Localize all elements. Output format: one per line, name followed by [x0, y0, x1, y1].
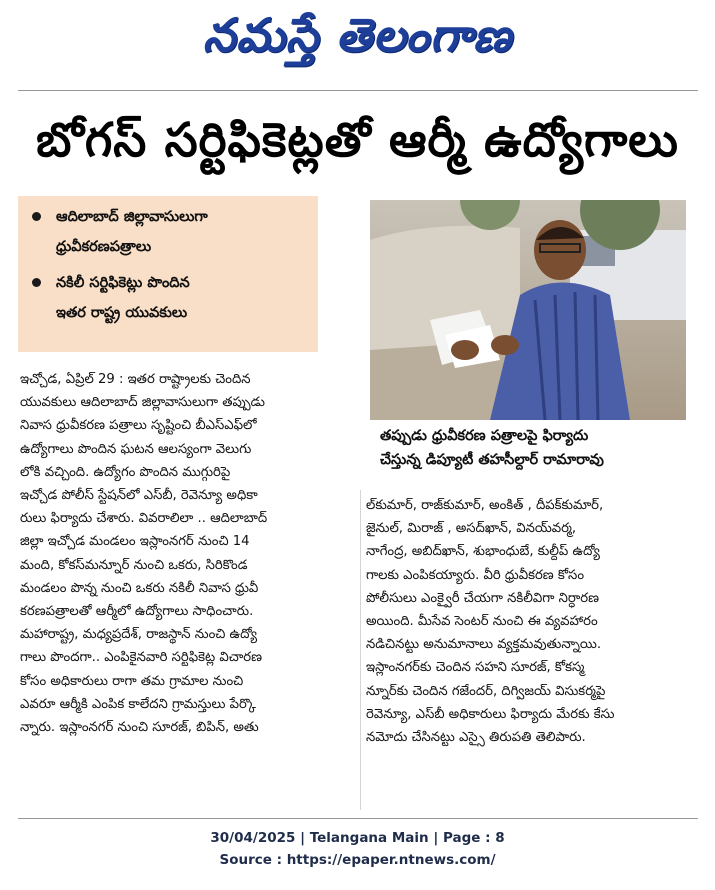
- highlights-box: [18, 196, 318, 352]
- photo-illustration: [370, 200, 686, 420]
- body-line: ఇచ్చోడ, ఏప్రిల్ 29 : ఇతర రాష్ట్రాలకు చెందిన: [20, 372, 251, 387]
- body-line: ఎవరూ ఆర్మీకి ఎంపిక కాలేదని గ్రామస్తులు పేర్కొ: [20, 696, 256, 712]
- article-column-2: [366, 494, 698, 749]
- body-line: గాలకు ఎంపికయ్యారు. వీరి ధ్రువీకరణ కోసం: [366, 567, 585, 583]
- footer-divider: [18, 818, 698, 819]
- body-line: కోసం అధికారులు రాగా తమ గ్రామాల నుంచి: [20, 673, 244, 689]
- highlight-line: నకిలీ సర్టిఫికెట్లు పొందిన: [56, 275, 190, 291]
- masthead-divider: [18, 90, 698, 91]
- body-line: మహారాష్ట్ర, మధ్యప్రదేశ్, రాజస్థాన్ నుంచి ఉద్యో: [20, 627, 258, 643]
- body-line: న్నారు. ఇస్లాంనగర్ నుంచి సూరజ్, బిపిన్, అతు: [20, 720, 259, 736]
- bullet-icon: [32, 212, 41, 221]
- body-line: పోలీసులు ఎంక్వైరీ చేయగా నకిలీవిగా నిర్ధారణ: [366, 590, 599, 606]
- bullet-icon: [32, 278, 41, 287]
- photo-caption: [380, 424, 700, 472]
- edition-line: 30/04/2025 | Telangana Main | Page : 8: [210, 830, 505, 846]
- body-line: జిల్లా ఇచ్చోడ మండలం ఇస్లాంనగర్ నుంచి 14: [20, 534, 250, 550]
- body-line: గాలు పొందగా.. ఎంపికైనవారి సర్టిఫికెట్ల విచారణ: [20, 650, 263, 666]
- masthead-title: నమస్తే తెలంగాణ: [202, 8, 513, 62]
- column-divider: [360, 490, 361, 810]
- body-line: మంది, కోకస్‌మన్నూర్ నుంచి ఒకరు, సిరికొండ: [20, 557, 248, 573]
- body-line: జైనుల్, మిరాజ్ , అసద్‌ఖాన్, వినయ్‌వర్మ,: [366, 521, 577, 537]
- body-line: నమోదు చేసినట్టు ఎస్సై తిరుపతి తెలిపారు.: [366, 730, 586, 746]
- body-line: యువకులు ఆదిలాబాద్ జిల్లావాసులుగా తప్పుడు: [20, 395, 265, 411]
- body-line: నివాస ధ్రువీకరణ పత్రాలు సృష్టించి బీఎస్ఎఫ్‌లో: [20, 418, 257, 434]
- highlight-line: ధ్రువీకరణపత్రాలు: [56, 239, 152, 255]
- body-line: ఇచ్చోడ పోలీస్ స్టేషన్‌లో ఎస్‌బీ, రెవెన్యూ అధికా: [20, 488, 258, 504]
- body-line: ఇస్లాంనగర్‌కు చెందిన సహని సూరజ్, కోకస్మ: [366, 660, 585, 676]
- highlight-line: ఆదిలాబాద్ జిల్లావాసులుగా: [56, 209, 208, 225]
- article-column-1: [20, 368, 356, 739]
- body-line: రులు ఫిర్యాదు చేశారు. వివరాలిలా .. ఆదిలాబాద్: [20, 511, 268, 527]
- body-line: ఉద్యోగాలు పొందిన ఘటన ఆలస్యంగా వెలుగు: [20, 441, 252, 457]
- caption-line: చేస్తున్న డిప్యూటీ తహసీల్దార్ రామారావు: [380, 452, 604, 468]
- headline: బోగస్ సర్టిఫికెట్లతో ఆర్మీ ఉద్యోగాలు: [36, 113, 679, 168]
- body-line: లోకి వచ్చింది. ఉద్యోగం పొందిన ముగ్గురిపై: [20, 464, 231, 480]
- body-line: ల్‌కుమార్, రాజ్‌కుమార్, అంకిత్ , దీపక్‌కుమార్,: [366, 498, 604, 513]
- body-line: నడిచినట్టు అనుమానాలు వ్యక్తమవుతున్నాయి.: [366, 637, 602, 653]
- body-line: నాగేంద్ర, అబిద్‌ఖాన్, శుభాంధుబే, కుల్దీప్ ఉద్యో: [366, 544, 600, 560]
- body-line: కరణపత్రాలతో ఆర్మీలో ఉద్యోగాలు సాధించారు.: [20, 604, 254, 620]
- highlight-item: [18, 202, 318, 262]
- body-line: మండలం పొన్న నుంచి ఒకరు నకిలీ నివాస ధ్రువీ: [20, 580, 259, 596]
- body-line: రెవెన్యూ, ఎస్‌బీ అధికారులు ఫిర్యాదు మేరకు కేసు: [366, 706, 615, 722]
- body-line: అయింది. మీసేవ సెంటర్ నుంచి ఈ వ్యవహారం: [366, 614, 598, 630]
- source-line: Source : https://epaper.ntnews.com/: [219, 852, 496, 868]
- highlight-line: ఇతర రాష్ట్ర యువకులు: [56, 305, 188, 321]
- masthead: [0, 0, 715, 82]
- article-photo: [370, 200, 686, 420]
- caption-line: తప్పుడు ధ్రువీకరణ పత్రాలపై ఫిర్యాదు: [380, 428, 589, 444]
- body-line: న్నూర్‌కు చెందిన గజేందర్, దిగ్విజయ్ విసుకర్మపై: [366, 683, 606, 699]
- highlight-item: [18, 268, 318, 328]
